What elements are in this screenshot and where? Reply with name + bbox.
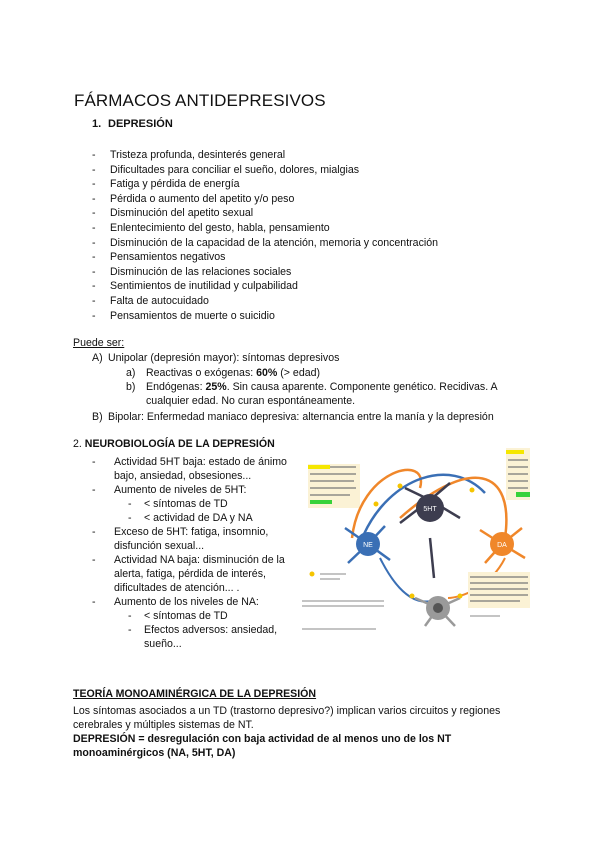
symptom-text: Dificultades para conciliar el sueño, dolores, mialgias [110, 163, 360, 176]
bullet-dash: - [92, 596, 96, 608]
symptom-item [92, 309, 438, 324]
axon-da-top [352, 470, 421, 538]
type-a1-percent: 60% [256, 367, 278, 379]
symptom-item [92, 177, 438, 192]
bullet-dash: - [92, 265, 96, 278]
neuron-5ht-label: 5HT [423, 506, 437, 513]
neuron-target [415, 596, 460, 626]
bullet-dash: - [92, 178, 96, 191]
type-a1-label: a) [126, 367, 136, 379]
neuro-item [92, 525, 297, 553]
note-green-highlight [310, 500, 332, 504]
teoria-line1: Los síntomas asociados a un TD (trastorno depresivo?) implican varios circuitos y regiones [73, 705, 501, 717]
type-b-text: Bipolar: Enfermedad maniaco depresiva: alternancia entre la manía y la depresión [108, 411, 494, 423]
neuro-subitem-text: Efectos adversos: ansiedad, sueño... [144, 624, 278, 650]
neuro-subitem-text: < síntomas de TD [144, 610, 228, 622]
teoria-bold2: monoaminérgicos (NA, 5HT, DA) [73, 747, 236, 759]
symptom-text: Falta de autocuidado [110, 294, 209, 307]
note-na-green [516, 492, 530, 497]
neuron-ne [345, 526, 390, 563]
bullet-dash: - [128, 498, 132, 510]
neuro-item [92, 455, 297, 483]
neuro-item [92, 483, 297, 497]
type-a2-post: . Sin causa aparente. Componente genético. Recidivas. A [226, 381, 498, 393]
section2-number: 2. [73, 438, 82, 450]
puede-ser-label: Puede ser: [73, 337, 125, 349]
bullet-dash: - [128, 512, 132, 524]
neuro-subitem [92, 511, 297, 525]
symptom-text: Disminución del apetito sexual [110, 207, 254, 220]
neuro-item-text: Aumento de los niveles de NA: [114, 596, 259, 608]
bullet-dash: - [92, 554, 96, 566]
teoria-paragraph [73, 704, 523, 760]
neuro-item-text: Actividad NA baja: disminución de la alerta, fatiga, pérdida de interés, dificultades de atención... . [114, 554, 285, 594]
neuro-item-text: Aumento de niveles de 5HT: [114, 484, 247, 496]
symptom-item [92, 206, 438, 221]
type-a2 [126, 380, 498, 394]
bullet-dash: - [92, 207, 96, 220]
neuro-item [92, 595, 297, 609]
symptom-item [92, 148, 438, 163]
symptom-item [92, 236, 438, 251]
page-title: FÁRMACOS ANTIDEPRESIVOS [74, 91, 326, 110]
type-a2-percent: 25% [205, 381, 227, 393]
note-highlight [308, 465, 330, 469]
neuron-da [480, 528, 525, 563]
teoria-heading: TEORÍA MONOAMINÉRGICA DE LA DEPRESIÓN [73, 688, 317, 700]
symptom-text: Disminución de la capacidad de la atención, memoria y concentración [110, 236, 438, 249]
neuro-subitem [92, 609, 297, 623]
neuro-subitem-text: < actividad de DA y NA [144, 512, 253, 524]
neuro-item [92, 553, 297, 595]
symptom-text: Pensamientos de muerte o suicidio [110, 309, 275, 322]
symptom-text: Tristeza profunda, desinterés general [110, 149, 286, 161]
type-b-label: B) [92, 411, 103, 423]
type-a1-post: (> edad) [277, 367, 321, 379]
symptom-item [92, 265, 438, 280]
type-a-label: A) [92, 352, 103, 364]
symptom-item [92, 221, 438, 236]
bullet-dash: - [92, 192, 96, 205]
neuron-5ht [400, 483, 460, 523]
bullet-dash: - [128, 610, 132, 622]
symptom-item [92, 294, 438, 309]
neuro-subitem [92, 497, 297, 511]
bullet-dash: - [128, 624, 132, 636]
type-a2-label: b) [126, 381, 136, 393]
symptom-item [92, 192, 438, 207]
type-a-text: Unipolar (depresión mayor): síntomas depresivos [108, 352, 340, 364]
teoria-bold1: DEPRESIÓN = desregulación con baja actividad de al menos uno de los NT [73, 733, 452, 745]
symptom-text: Fatiga y pérdida de energía [110, 178, 240, 191]
bullet-dash: - [92, 251, 96, 264]
section2-heading: NEUROBIOLOGÍA DE LA DEPRESIÓN [84, 438, 275, 450]
symptom-text: Disminución de las relaciones sociales [110, 265, 292, 278]
bullet-dash: - [92, 309, 96, 322]
teoria-line2: cerebrales y múltiples sistemas de NT. [73, 719, 254, 731]
type-b [92, 410, 494, 424]
legend-lines [302, 574, 384, 629]
note-na-highlight [506, 450, 524, 454]
neurobiology-list [92, 455, 297, 651]
symptom-text: Sentimientos de inutilidad y culpabilidad [110, 280, 298, 293]
type-a [92, 351, 340, 365]
axon-5ht-bottom [430, 538, 434, 578]
symptom-text: Enlentecimiento del gesto, habla, pensamiento [110, 221, 330, 234]
type-a1 [126, 366, 321, 380]
axon-da-right [400, 478, 506, 538]
symptom-text: Pérdida o aumento del apetito y/o peso [110, 192, 295, 205]
bullet-dash: - [92, 221, 96, 234]
bullet-dash: - [92, 163, 96, 176]
symptom-text: Pensamientos negativos [110, 251, 226, 264]
symptom-item [92, 250, 438, 265]
bullet-dash: - [92, 236, 96, 249]
bullet-dash: - [92, 484, 96, 496]
neurotransmitter-diagram [300, 448, 530, 630]
bullet-dash: - [92, 280, 96, 293]
type-a2-pre: Endógenas: [146, 381, 206, 393]
symptom-item [92, 279, 438, 294]
neuro-subitem-text: < síntomas de TD [144, 498, 228, 510]
type-a1-pre: Reactivas o exógenas: [146, 367, 257, 379]
bullet-dash: - [92, 149, 96, 161]
bullet-dash: - [92, 526, 96, 538]
bullet-dash: - [92, 294, 96, 307]
neuro-subitem [92, 623, 297, 651]
symptom-item [92, 163, 438, 178]
section-number: 1. [92, 118, 102, 130]
neuro-item-text: Exceso de 5HT: fatiga, insomnio, disfunción sexual... [114, 526, 269, 552]
symptom-list [92, 148, 438, 323]
bullet-dash: - [92, 456, 96, 468]
section-heading-depresion: DEPRESIÓN [108, 118, 173, 130]
section-heading-neurobiologia [73, 438, 275, 450]
type-a2-continued: cualquier edad. No curan espontáneamente. [146, 395, 356, 407]
neuron-ne-label: NE [363, 542, 373, 549]
neuro-item-text: Actividad 5HT baja: estado de ánimo bajo, ansiedad, obsesiones... [114, 456, 287, 482]
neuron-da-label: DA [497, 542, 507, 549]
